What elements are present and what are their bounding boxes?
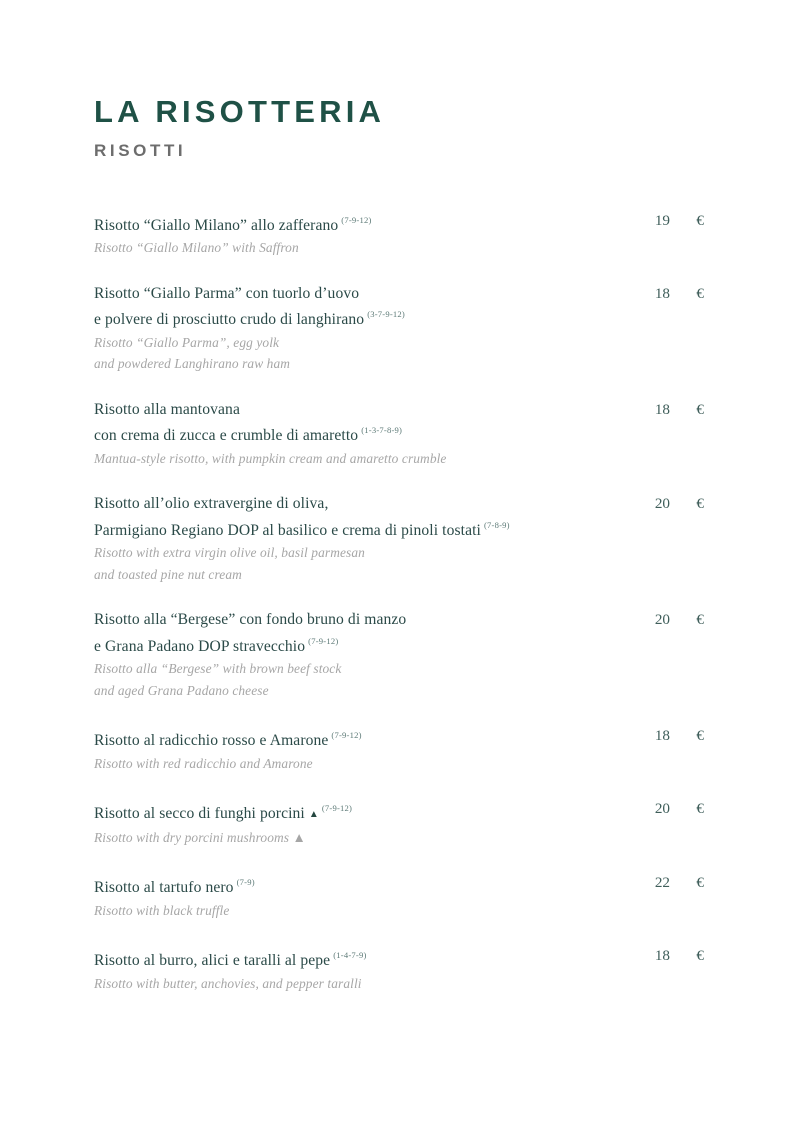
dish-description — [94, 753, 634, 775]
dish-name-line — [94, 210, 634, 237]
dish-description-line: Risotto alla “Bergese” with brown beef stock — [94, 661, 342, 677]
dish-description-line: Risotto with black truffle — [94, 902, 230, 918]
menu-item-body — [94, 872, 634, 921]
menu-item-body — [94, 493, 634, 585]
dish-name-line — [94, 798, 634, 826]
dish-name-text: Risotto “Giallo Milano” allo zafferano — [94, 216, 339, 234]
menu-masthead — [94, 96, 704, 161]
dish-description-line: Risotto with extra virgin olive oil, basil parmesan — [94, 545, 365, 561]
spicy-triangle-icon: ▲ — [308, 809, 319, 821]
dish-description-line: and aged Grana Padano cheese — [94, 682, 269, 698]
price-value: 22 — [654, 874, 670, 892]
price-group — [634, 872, 704, 894]
price-currency-symbol: € — [696, 947, 704, 965]
dish-name-text: e polvere di prosciutto crudo di langhirano — [94, 311, 365, 329]
dish-description-line: and powdered Langhirano raw ham — [94, 356, 291, 372]
price-currency-symbol: € — [696, 727, 704, 745]
allergen-codes: (3-7-9-12) — [367, 309, 405, 320]
price-value: 18 — [654, 400, 670, 418]
dish-name-text: Risotto al radicchio rosso e Amarone — [94, 732, 329, 750]
price-currency-symbol: € — [696, 611, 704, 629]
dish-description — [94, 542, 634, 585]
price-group — [634, 210, 704, 232]
dish-description-line: Risotto with butter, anchovies, and pepper taralli — [94, 975, 362, 991]
dish-description — [94, 448, 634, 470]
menu-item-body — [94, 399, 634, 470]
dish-name-line — [94, 304, 634, 331]
brand-title: LA RISOTTERIA — [94, 94, 386, 129]
dish-name-text: Risotto al burro, alici e taralli al pepe — [94, 952, 331, 970]
dish-name-line — [94, 631, 634, 658]
price-group — [634, 609, 704, 631]
dish-name-line — [94, 420, 634, 447]
dish-name-text: Risotto “Giallo Parma” con tuorlo d’uovo — [94, 284, 360, 302]
dish-name-line — [94, 945, 634, 972]
menu-item — [94, 725, 704, 774]
price-value: 18 — [654, 727, 670, 745]
price-value: 20 — [654, 611, 670, 629]
menu-item — [94, 609, 704, 701]
allergen-codes: (7-9) — [236, 877, 255, 888]
dish-description-line: Mantua-style risotto, with pumpkin cream and amaretto crumble — [94, 450, 447, 466]
allergen-codes: (7-8-9) — [483, 519, 510, 530]
price-group — [634, 798, 704, 820]
dish-name-text: Risotto alla “Bergese” con fondo bruno di manzo — [94, 611, 407, 629]
menu-item-body — [94, 945, 634, 994]
dish-name-line — [94, 609, 634, 631]
price-group — [634, 283, 704, 305]
price-group — [634, 399, 704, 421]
price-value: 20 — [654, 800, 670, 818]
menu-item — [94, 399, 704, 470]
price-currency-symbol: € — [696, 495, 704, 513]
price-value: 18 — [654, 284, 670, 302]
dish-name-line — [94, 725, 634, 752]
menu-item-body — [94, 283, 634, 375]
allergen-codes: (7-9-12) — [321, 803, 353, 814]
price-currency-symbol: € — [696, 211, 704, 229]
dish-name-line — [94, 493, 634, 515]
menu-item — [94, 798, 704, 848]
menu-item — [94, 493, 704, 585]
menu-item — [94, 283, 704, 375]
price-value: 19 — [654, 211, 670, 229]
menu-item-body — [94, 798, 634, 848]
dish-description-line: Risotto with red radicchio and Amarone — [94, 755, 313, 771]
menu-item-body — [94, 609, 634, 701]
dish-name-text: Risotto all’olio extravergine di oliva, — [94, 495, 329, 513]
dish-description — [94, 900, 634, 922]
menu-item-list — [94, 210, 704, 995]
allergen-codes: (1-3-7-8-9) — [361, 425, 403, 436]
price-group — [634, 725, 704, 747]
dish-description-line: Risotto “Giallo Milano” with Saffron — [94, 240, 299, 256]
dish-description — [94, 827, 634, 849]
dish-name-text: e Grana Padano DOP stravecchio — [94, 637, 306, 655]
allergen-codes: (1-4-7-9) — [333, 950, 367, 961]
dish-name-line — [94, 399, 634, 421]
allergen-codes: (7-9-12) — [308, 635, 339, 646]
price-currency-symbol: € — [696, 874, 704, 892]
dish-name-text: Risotto al tartufo nero — [94, 879, 234, 897]
menu-item — [94, 872, 704, 921]
menu-item — [94, 210, 704, 259]
allergen-codes: (7-9-12) — [341, 214, 372, 225]
price-value: 20 — [654, 495, 670, 513]
dish-name-text: Risotto al secco di funghi porcini — [94, 805, 305, 823]
price-currency-symbol: € — [696, 800, 704, 818]
dish-description-line: and toasted pine nut cream — [94, 566, 242, 582]
dish-description — [94, 237, 634, 259]
dish-name-text: Risotto alla mantovana — [94, 400, 240, 418]
price-value: 18 — [654, 947, 670, 965]
dish-name-text: Parmigiano Regiano DOP al basilico e crema di pinoli tostati — [94, 521, 481, 539]
section-title: RISOTTI — [94, 140, 187, 160]
menu-item-body — [94, 725, 634, 774]
dish-description — [94, 332, 634, 375]
dish-description-line: Risotto with dry porcini mushrooms ▲ — [94, 829, 306, 845]
dish-name-text: con crema di zucca e crumble di amaretto — [94, 427, 359, 445]
dish-name-line — [94, 872, 634, 899]
dish-description-line: Risotto “Giallo Parma”, egg yolk — [94, 334, 280, 350]
price-group — [634, 493, 704, 515]
price-group — [634, 945, 704, 967]
dish-description — [94, 658, 634, 701]
menu-item-body — [94, 210, 634, 259]
price-currency-symbol: € — [696, 284, 704, 302]
dish-description — [94, 973, 634, 995]
price-currency-symbol: € — [696, 400, 704, 418]
menu-content — [94, 96, 704, 1018]
allergen-codes: (7-9-12) — [331, 730, 362, 741]
dish-name-line — [94, 283, 634, 305]
menu-item — [94, 945, 704, 994]
dish-name-line — [94, 515, 634, 542]
